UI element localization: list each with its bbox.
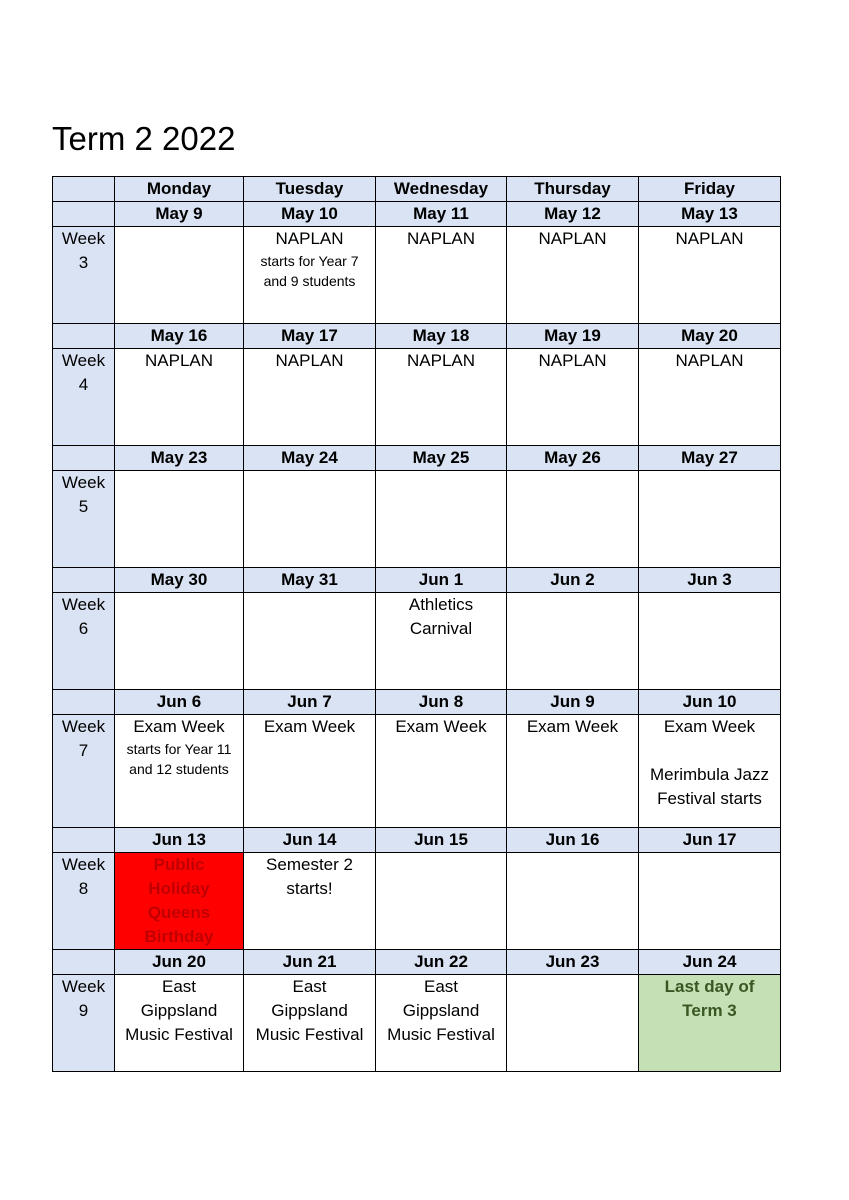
event-cell [244, 715, 376, 828]
date-cell: May 26 [507, 446, 639, 471]
event-text: Public [153, 855, 205, 874]
event-cell [507, 715, 639, 828]
date-cell: Jun 9 [507, 690, 639, 715]
event-cell [639, 471, 781, 568]
date-cell: Jun 2 [507, 568, 639, 593]
event-cell [507, 227, 639, 324]
event-text: Exam Week [395, 717, 487, 736]
event-text: Last day of [664, 977, 755, 996]
date-cell: May 20 [639, 324, 781, 349]
week-label-text: Week [61, 473, 106, 492]
week-label-text: 9 [78, 1001, 89, 1020]
event-cell [115, 715, 244, 828]
week-row [53, 593, 781, 690]
date-cell: May 30 [115, 568, 244, 593]
event-text: East [161, 977, 197, 996]
date-cell: Jun 14 [244, 828, 376, 853]
week-row [53, 227, 781, 324]
week-label-cell [53, 975, 115, 1072]
event-cell [115, 227, 244, 324]
date-cell: Jun 8 [376, 690, 507, 715]
event-cell [507, 853, 639, 950]
date-row [53, 324, 781, 349]
day-header-thursday: Thursday [507, 177, 639, 202]
date-cell: May 23 [115, 446, 244, 471]
week-row [53, 853, 781, 950]
event-cell [507, 975, 639, 1072]
event-text: East [292, 977, 327, 996]
week-label-text: Week [61, 717, 106, 736]
event-text: NAPLAN [675, 351, 744, 370]
date-cell: May 9 [115, 202, 244, 227]
event-note: starts for Year 7 [260, 253, 359, 269]
event-text: Gippsland [271, 1001, 348, 1020]
event-text: Birthday [144, 927, 214, 946]
date-cell: May 25 [376, 446, 507, 471]
date-cell: Jun 15 [376, 828, 507, 853]
event-text: NAPLAN [538, 229, 607, 248]
date-row [53, 828, 781, 853]
date-row-blank-cell [53, 950, 115, 975]
date-cell: Jun 24 [639, 950, 781, 975]
event-text: Music Festival [255, 1025, 364, 1044]
week-label-cell [53, 349, 115, 446]
date-cell: May 16 [115, 324, 244, 349]
day-header-monday: Monday [115, 177, 244, 202]
date-cell: Jun 16 [507, 828, 639, 853]
event-text: NAPLAN [275, 351, 344, 370]
day-header-row [53, 177, 781, 202]
date-cell: May 13 [639, 202, 781, 227]
event-cell [244, 471, 376, 568]
date-cell: Jun 17 [639, 828, 781, 853]
event-text: Music Festival [387, 1025, 495, 1044]
date-row-blank-cell [53, 568, 115, 593]
event-note: and 9 students [263, 273, 356, 289]
event-text: Exam Week [526, 717, 619, 736]
date-cell: Jun 7 [244, 690, 376, 715]
date-row-blank-cell [53, 828, 115, 853]
date-row-blank-cell [53, 690, 115, 715]
date-cell: Jun 22 [376, 950, 507, 975]
date-cell: May 24 [244, 446, 376, 471]
event-text: Merimbula Jazz [649, 765, 770, 784]
date-cell: May 11 [376, 202, 507, 227]
date-cell: May 31 [244, 568, 376, 593]
event-text: NAPLAN [144, 351, 214, 370]
event-cell [639, 975, 781, 1072]
date-row [53, 690, 781, 715]
date-row [53, 568, 781, 593]
week-label-cell [53, 227, 115, 324]
event-cell [639, 227, 781, 324]
event-text: Music Festival [125, 1025, 233, 1044]
event-cell [376, 593, 507, 690]
week-label-text: Week [61, 229, 106, 248]
event-cell [376, 715, 507, 828]
date-row-blank-cell [53, 324, 115, 349]
event-text: Carnival [409, 619, 473, 638]
event-cell [507, 349, 639, 446]
event-text: Queens [147, 903, 211, 922]
week-label-cell [53, 593, 115, 690]
event-cell [244, 593, 376, 690]
event-text: East [423, 977, 459, 996]
date-cell: May 17 [244, 324, 376, 349]
date-row-blank-cell [53, 446, 115, 471]
event-cell [244, 227, 376, 324]
event-cell [639, 715, 781, 828]
event-text: Exam Week [663, 717, 756, 736]
date-cell: Jun 23 [507, 950, 639, 975]
day-header-friday: Friday [639, 177, 781, 202]
date-cell: May 10 [244, 202, 376, 227]
week-label-text: 6 [78, 619, 89, 638]
event-text: NAPLAN [675, 229, 744, 248]
date-cell: May 27 [639, 446, 781, 471]
week-label-text: 8 [78, 879, 89, 898]
event-cell [115, 349, 244, 446]
event-text: NAPLAN [275, 229, 344, 248]
date-cell: May 18 [376, 324, 507, 349]
week-label-text: 5 [78, 497, 89, 516]
event-cell [639, 853, 781, 950]
week-label-cell [53, 471, 115, 568]
event-cell [376, 227, 507, 324]
event-cell [376, 853, 507, 950]
week-label-text: Week [61, 855, 106, 874]
date-cell: Jun 1 [376, 568, 507, 593]
week-label-text: Week [61, 977, 106, 996]
event-cell [639, 349, 781, 446]
week-row [53, 715, 781, 828]
event-cell [376, 975, 507, 1072]
event-text: Term 3 [682, 1001, 737, 1020]
event-text: Exam Week [263, 717, 356, 736]
date-row [53, 950, 781, 975]
week-row [53, 349, 781, 446]
event-text: NAPLAN [406, 351, 476, 370]
event-cell [115, 593, 244, 690]
event-cell [639, 593, 781, 690]
week-label-text: 4 [78, 375, 89, 394]
event-cell [115, 853, 244, 950]
event-text: starts! [286, 879, 333, 898]
event-cell [376, 471, 507, 568]
event-text: NAPLAN [538, 351, 607, 370]
date-row-blank-cell [53, 202, 115, 227]
week-label-text: Week [61, 351, 106, 370]
event-text: Gippsland [140, 1001, 218, 1020]
week-label-cell [53, 853, 115, 950]
event-text: Athletics [408, 595, 474, 614]
date-cell: Jun 10 [639, 690, 781, 715]
date-cell: Jun 13 [115, 828, 244, 853]
day-header-wednesday: Wednesday [376, 177, 507, 202]
date-cell: Jun 20 [115, 950, 244, 975]
event-cell [507, 593, 639, 690]
date-cell: May 12 [507, 202, 639, 227]
term-calendar-table [52, 176, 781, 1072]
event-note: starts for Year 11 [126, 741, 232, 757]
event-cell [244, 853, 376, 950]
event-text: Semester 2 [266, 855, 353, 874]
date-cell: Jun 21 [244, 950, 376, 975]
page-title: Term 2 2022 [52, 120, 236, 157]
date-row [53, 202, 781, 227]
event-text: Festival starts [657, 789, 762, 808]
date-cell: May 19 [507, 324, 639, 349]
week-row [53, 471, 781, 568]
event-text [639, 739, 780, 763]
corner-cell [53, 177, 115, 202]
week-label-text: Week [61, 595, 106, 614]
event-cell [507, 471, 639, 568]
event-cell [115, 471, 244, 568]
event-cell [244, 975, 376, 1072]
date-cell: Jun 3 [639, 568, 781, 593]
event-note: and 12 students [129, 761, 229, 777]
week-row [53, 975, 781, 1072]
event-text: NAPLAN [406, 229, 476, 248]
event-cell [244, 349, 376, 446]
event-cell [376, 349, 507, 446]
week-label-cell [53, 715, 115, 828]
date-row [53, 446, 781, 471]
date-cell: Jun 6 [115, 690, 244, 715]
day-header-tuesday: Tuesday [244, 177, 376, 202]
week-label-text: 7 [78, 741, 89, 760]
week-label-text: 3 [78, 253, 89, 272]
event-cell [115, 975, 244, 1072]
event-text: Gippsland [402, 1001, 480, 1020]
event-text: Exam Week [133, 717, 225, 736]
event-text: Holiday [148, 879, 210, 898]
